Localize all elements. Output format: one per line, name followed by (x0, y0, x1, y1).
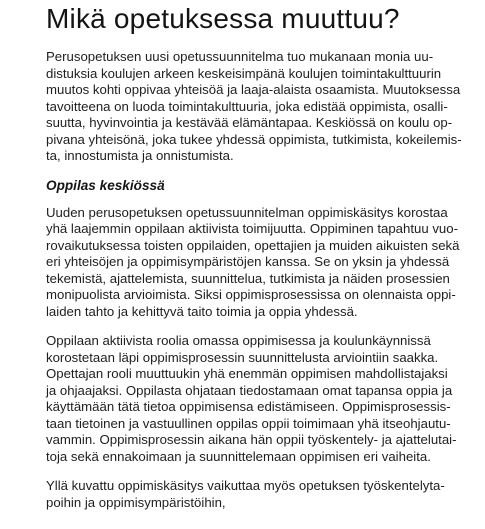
text-line: eri yhteisöjen ja oppimisympäristöjen kanssa. Se on yksin ja yhdessä (46, 254, 450, 269)
page-title: Mikä opetuksessa muuttuu? (46, 3, 400, 34)
body-paragraph (46, 478, 479, 511)
text-line: tavoitteena on luoda toimintakulttuuria, joka edistää oppimista, osalli- (46, 98, 448, 114)
body-paragraph (46, 205, 479, 321)
section-heading: Oppilas keskiössä (46, 177, 165, 193)
text-line: vammin. Oppimisprosessin aikana hän oppii työskentely- ja ajattelutai- (46, 432, 457, 447)
text-line: monipuolista arvioimista. Siksi oppimisprosessissa on olennaista oppi- (46, 287, 456, 302)
text-line: suutta, hyvinvointia ja kestävää elämäntapaa. Keskiössä on koulu op- (46, 115, 453, 130)
text-line: poihin ja oppimisympäristöihin, (46, 494, 226, 510)
text-line: laiden tahto ja kehittyvä taito toimia ja oppia yhdessä. (46, 303, 358, 319)
text-line: käyttämään tätä tietoa oppimisensa edistämiseen. Oppimisprosessis- (46, 399, 451, 414)
text-line: Uuden perusopetuksen opetussuunnitelman oppimiskäsitys korostaa (46, 204, 448, 220)
text-line: yhä laajemmin oppilaan aktiivista toimijuutta. Oppiminen tapahtuu vuo- (46, 221, 458, 236)
text-line: ja ohjaajaksi. Oppilasta ohjataan tiedostamaan omat tapansa oppia ja (46, 382, 453, 398)
text-line: toja sekä ennakoimaan ja suunnittelemaan oppimisen eri vaiheita. (46, 448, 431, 464)
text-line: Opettajan rooli muuttuukin yhä enemmän oppimisen mahdollistajaksi (46, 366, 448, 381)
intro-paragraph (46, 49, 479, 165)
text-line: distuksia koulujen arkeen keskeisimpänä koulujen toimintakulttuurin (46, 65, 442, 81)
text-line: muutos kohti oppivaa yhteisöä ja laaja-alaista osaamista. Muutoksessa (46, 82, 461, 97)
text-line: Yllä kuvattu oppimiskäsitys vaikuttaa myös opetuksen työskentelyta- (46, 478, 445, 493)
body-paragraph (46, 333, 479, 465)
text-line: pivana yhteisönä, joka tukee yhdessä oppimista, tutkimista, kokeilemis- (46, 131, 462, 147)
text-line: Perusopetuksen uusi opetussuunnitelma tuo mukanaan monia uu- (46, 49, 434, 64)
text-line: ta, innostumista ja onnistumista. (46, 148, 234, 163)
text-line: taan tietoinen ja vastuullinen oppilas oppii toimimaan yhä itseohjautu- (46, 415, 451, 431)
text-line: korostetaan läpi oppimisprosessin suunnittelusta arviointiin saakka. (46, 349, 439, 365)
text-line: Oppilaan aktiivista roolia omassa oppimisessa ja koulunkäynnissä (46, 333, 431, 348)
text-line: tekemistä, ajattelemista, suunnittelua, tutkimista ja näiden prosessien (46, 270, 450, 286)
text-line: rovaikutuksessa toisten oppilaiden, opettajien ja muiden aikuisten sekä (46, 237, 460, 253)
